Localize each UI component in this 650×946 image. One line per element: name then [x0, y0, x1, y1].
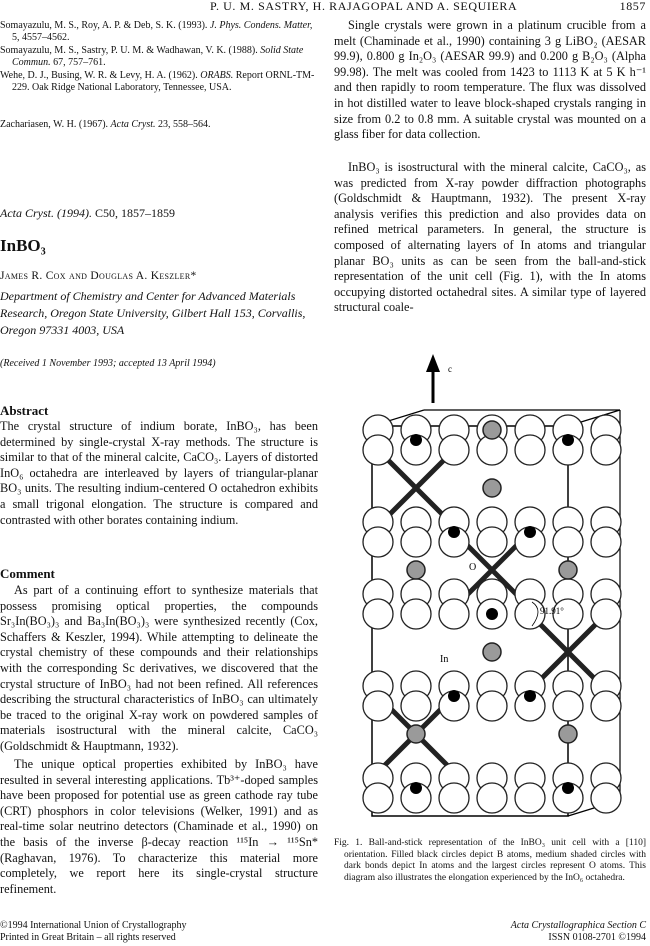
- boron-atom: [562, 782, 574, 794]
- atoms-group: [363, 415, 621, 813]
- indium-atom: [483, 421, 501, 439]
- unit-cell-diagram: [334, 348, 646, 828]
- received-dates: (Received 1 November 1993; accepted 13 April 1994): [0, 358, 216, 369]
- abstract-text: The crystal structure of indium borate, InBO₃, has been determined by single-crystal X-ray methods. The structure is similar to that of the mineral calcite, CaCO₃. Layers of distorted InO₆ octahedra are interleaved by layers of triangular-planar BO₃ units. The resulting indium-centered O octahedron exhibits a small trigonal elongation. The structure is compared and contrasted with other borates containing indium.: [0, 419, 318, 527]
- oxygen-atom: [477, 783, 507, 813]
- running-header: [0, 0, 650, 16]
- oxygen-atom: [553, 527, 583, 557]
- oxygen-atom: [591, 691, 621, 721]
- indium-atom: [483, 643, 501, 661]
- comment-paragraph-2: The unique optical properties exhibited by InBO₃ have resulted in several interesting applications. Tb³⁺-doped samples have been proposed for potential use as green cathode ray tube (CRT) phosphors in color televisions (Welker, 1991) and as real-time solar neutrino detectors (Chaminade et al., 1990) on the basis of the inverse β-decay reaction ¹¹⁵In → ¹¹⁵Sn* (Raghavan, 1976). To characterize this material more completely, we report here its single-crystal structure refinement.: [0, 757, 318, 896]
- figure-caption: Fig. 1. Ball-and-stick representation of the InBO₃ unit cell with a [110] orientation. Filled black circles depict B atoms, medium shaded circles with dark bonds depict In atoms and the largest circles represent O atoms. This diagram also illustrates the elongation experienced by the InO₆ octahedra.: [334, 838, 646, 883]
- abstract-heading: Abstract: [0, 403, 49, 418]
- figure-1: [334, 348, 646, 828]
- running-title: P. U. M. SASTRY, H. RAJAGOPAL AND A. SEQUIERA: [210, 0, 518, 13]
- reference-item: Somayazulu, M. S., Sastry, P. U. M. & Wadhawan, V. K. (1988). Solid State Commun. 67, 757–761.: [0, 45, 304, 68]
- oxygen-atom: [363, 599, 393, 629]
- oxygen-atom: [363, 783, 393, 813]
- oxygen-atom: [439, 599, 469, 629]
- reference-item: Zachariasen, W. H. (1967). Acta Cryst. 23, 558–564.: [0, 119, 211, 130]
- body-paragraph-2: InBO₃ is isostructural with the mineral calcite, CaCO₃, as was predicted from X-ray powder diffraction photographs (Goldschmidt & Hauptmann, 1932). The present X-ray analysis verifies this prediction and also provides data on refined metrical parameters. In general, the structure is composed of alternating layers of In atoms and triangular planar BO₃ units as can be seen from the ball-and-stick representation of the unit cell (Fig. 1), with the In atoms occupying distorted octahedral sites. A similar type of layered structural coale-: [334, 160, 646, 315]
- page-number: 1857: [619, 0, 646, 13]
- article-title: InBO₃: [0, 236, 46, 255]
- oxygen-atom: [363, 691, 393, 721]
- comment-paragraph-1: As part of a continuing effort to synthesize materials that possess promising optical properties, the compounds Sr₃In(BO₃)₃ and Ba₃In(BO₃)₃ were synthesized recently (Cox, Schaffers & Keszler, 1994). While attempting to delineate the crystal chemistry of these compounds and their relationships with the corresponding Sc derivatives, we discovered that the crystal structure of InBO₃ had not been refined. All references describing the structural characteristics of InBO₃ can ultimately be traced to the original X-ray work on powdered samples of materials isostructural with the mineral calcite, CaCO₃ (Goldschmidt & Hauptmann, 1932).: [0, 583, 318, 753]
- boron-atom: [562, 434, 574, 446]
- oxygen-label: O: [469, 562, 477, 573]
- indium-atom: [559, 725, 577, 743]
- oxygen-atom: [477, 691, 507, 721]
- printed-line: Printed in Great Britain – all rights reserved: [0, 932, 176, 943]
- article-authors: James R. Cox and Douglas A. Keszler*: [0, 270, 197, 282]
- comment-heading: Comment: [0, 566, 55, 581]
- indium-label: In: [440, 654, 449, 665]
- indium-atom: [559, 561, 577, 579]
- boron-atom: [524, 690, 536, 702]
- oxygen-atom: [401, 599, 431, 629]
- oxygen-atom: [591, 435, 621, 465]
- oxygen-atom: [515, 435, 545, 465]
- oxygen-atom: [401, 691, 431, 721]
- oxygen-atom: [553, 691, 583, 721]
- article-affiliation: Department of Chemistry and Center for Advanced Materials Research, Oregon State University, Gilbert Hall 153, Corvallis, Oregon 97331 4003, USA: [0, 289, 306, 337]
- indium-atom: [483, 479, 501, 497]
- oxygen-atom: [401, 527, 431, 557]
- boron-atom: [448, 526, 460, 538]
- reference-item: Somayazulu, M. S., Roy, A. P. & Deb, S. K. (1993). J. Phys. Condens. Matter, 5, 4557–4562.: [0, 20, 313, 43]
- c-axis-arrowhead: [426, 354, 440, 372]
- article-citation: Acta Cryst. (1994). C50, 1857–1859: [0, 206, 176, 220]
- boron-atom: [410, 434, 422, 446]
- oxygen-atom: [591, 527, 621, 557]
- oxygen-atom: [439, 435, 469, 465]
- angle-label: 91.91°: [540, 606, 564, 616]
- indium-atom: [407, 561, 425, 579]
- footer-right: [511, 920, 646, 944]
- reference-item: Wehe, D. J., Busing, W. R. & Levy, H. A. (1962). ORABS. Report ORNL-TM-229. Oak Ridge National Laboratory, Tennessee, USA.: [0, 70, 315, 93]
- c-axis-label: c: [448, 364, 452, 374]
- oxygen-atom: [363, 527, 393, 557]
- oxygen-atom: [591, 783, 621, 813]
- oxygen-atom: [363, 435, 393, 465]
- body-paragraph-1: Single crystals were grown in a platinum crucible from a melt (Chaminade et al., 1990) containing 3 g LiBO₂ (AESAR 99.9), 0.800 g In₂O₃ (AESAR 99.9) and 0.200 g B₂O₃ (Alpha 99.98). The melt was cooled from 1423 to 1113 K at 5 K h⁻¹ and then rapidly to room temperature. The flux was dissolved in hot distilled water to leave block-shaped crystals ranging in size from 0.2 to 0.8 mm. A suitable crystal was mounted on a glass fiber for data collection.: [334, 18, 646, 142]
- indium-atom: [407, 725, 425, 743]
- boron-atom: [448, 690, 460, 702]
- oxygen-atom: [515, 783, 545, 813]
- issn-line: ISSN 0108-2701 ©1994: [548, 932, 646, 943]
- footer-left: [0, 920, 186, 944]
- copyright-line: ©1994 International Union of Crystallography: [0, 920, 187, 931]
- boron-atom: [524, 526, 536, 538]
- oxygen-atom: [477, 527, 507, 557]
- oxygen-atom: [591, 599, 621, 629]
- boron-atom: [486, 608, 498, 620]
- boron-atom: [410, 782, 422, 794]
- oxygen-atom: [439, 783, 469, 813]
- journal-name: Acta Crystallographica Section C: [510, 920, 646, 931]
